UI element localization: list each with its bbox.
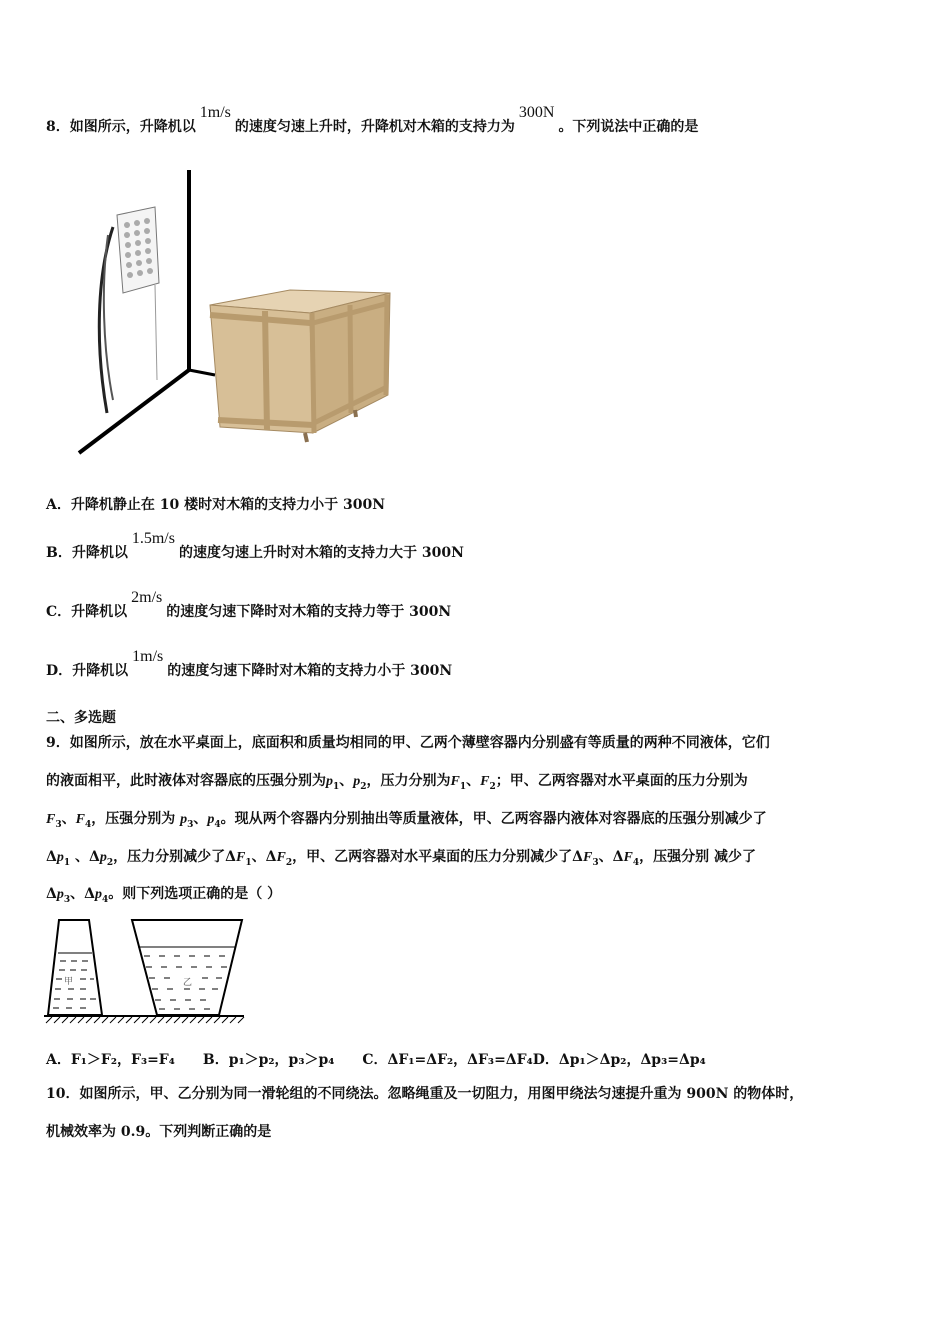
q8-force-unit: 300N: [518, 104, 555, 121]
q9-line-5: $\Delta p_3$、$\Delta p_4$。则下列选项正确的是（ ）: [46, 886, 282, 905]
q10-line-1: 10．如图所示，甲、乙分别为同一滑轮组的不同绕法。忽略绳重及一切阻力，用图甲绕法匀速提升重为 900N 的物体时，: [46, 1086, 804, 1102]
q9-text: ；甲、乙两容器对水平桌面的压力分别为: [495, 773, 748, 789]
q9-options: A．F₁＞F₂，F₃=F₄ B．p₁＞p₂，p₃＞p₄ C．ΔF₁=ΔF₂，ΔF₃=ΔF₄D．Δp₁＞Δp₂，Δp₃=Δp₄: [46, 1052, 706, 1068]
option-text: 的速度匀速上升时对木箱的支持力大于 300N: [178, 545, 464, 561]
q9-line-1: 9．如图所示，放在水平桌面上，底面积和质量均相同的甲、乙两个薄壁容器内分别盛有等质量的两种不同液体，它们: [46, 735, 770, 751]
q9-text: ，甲、乙两容器对水平桌面的压力分别减少了: [292, 849, 573, 865]
q9-containers-figure: [44, 915, 249, 1027]
q9-text: ，压力分别为: [366, 773, 451, 789]
label-jia: 甲: [64, 977, 74, 987]
q8-stem-part: 8．如图所示，升降机以: [46, 119, 196, 135]
q8-elevator-crate-figure: [75, 165, 405, 460]
q9-text: 。则下列选项正确的是（ ）: [108, 886, 282, 902]
container-jia: [48, 920, 102, 1015]
table-surface: [44, 1016, 244, 1023]
q9-line-4: $\Delta p_1$ 、$\Delta p_2$，压力分别减少了$\Delta F_1$、$\Delta F_2$，甲、乙两容器对水平桌面的压力分别减少了$\Delta F_3$、$\Delta F_4$，压强分别 减少了: [46, 849, 756, 868]
q8-option-d: [46, 648, 453, 680]
option-unit: 2m/s: [131, 589, 163, 606]
q9-text: ，压强分别为: [91, 811, 176, 827]
q8-stem: [46, 104, 699, 136]
label-yi: 乙: [183, 978, 193, 988]
q9-text: 。现从两个容器内分别抽出等质量液体，甲、乙两容器内液体对容器底的压强分别减少了: [220, 811, 767, 827]
q8-speed-unit: 1m/s: [199, 104, 231, 121]
q8-stem-part: 。下列说法中正确的是: [558, 119, 699, 135]
container-yi: [132, 920, 242, 1015]
option-unit: 1m/s: [132, 648, 164, 665]
q8-option-c: [46, 589, 452, 621]
q9-text: ，压强分别 减少了: [639, 849, 756, 865]
q8-stem-part: 的速度匀速上升时，升降机对木箱的支持力为: [234, 119, 515, 135]
option-unit: 1.5m/s: [131, 530, 175, 547]
wooden-crate: [210, 290, 390, 442]
q9-line-2: 的液面相平，此时液体对容器底的压强分别为$p_1$、$p_2$，压力分别为$F_1$、$F_2$；甲、乙两容器对水平桌面的压力分别为: [46, 773, 748, 792]
option-text: 的速度匀速下降时对木箱的支持力等于 300N: [166, 604, 452, 620]
q10-line-2: 机械效率为 0.9。下列判断正确的是: [46, 1124, 272, 1140]
option-text: C．升降机以: [46, 604, 128, 620]
elevator-button-panel: [117, 207, 159, 380]
q9-text: ，压力分别减少了: [113, 849, 226, 865]
q8-option-b: [46, 530, 464, 562]
q9-text: 的液面相平，此时液体对容器底的压强分别为: [46, 773, 326, 789]
option-text: D．升降机以: [46, 663, 129, 679]
q9-line-3: $F_3$、$F_4$，压强分别为 $p_3$、$p_4$。现从两个容器内分别抽出等质量液体，甲、乙两容器内液体对容器底的压强分别减少了: [46, 811, 767, 830]
option-text: 的速度匀速下降时对木箱的支持力小于 300N: [167, 663, 453, 679]
q8-option-a: A．升降机静止在 10 楼时对木箱的支持力小于 300N: [46, 497, 385, 513]
option-text: B．升降机以: [46, 545, 128, 561]
section-heading-multiple-choice: 二、多选题: [46, 710, 116, 726]
